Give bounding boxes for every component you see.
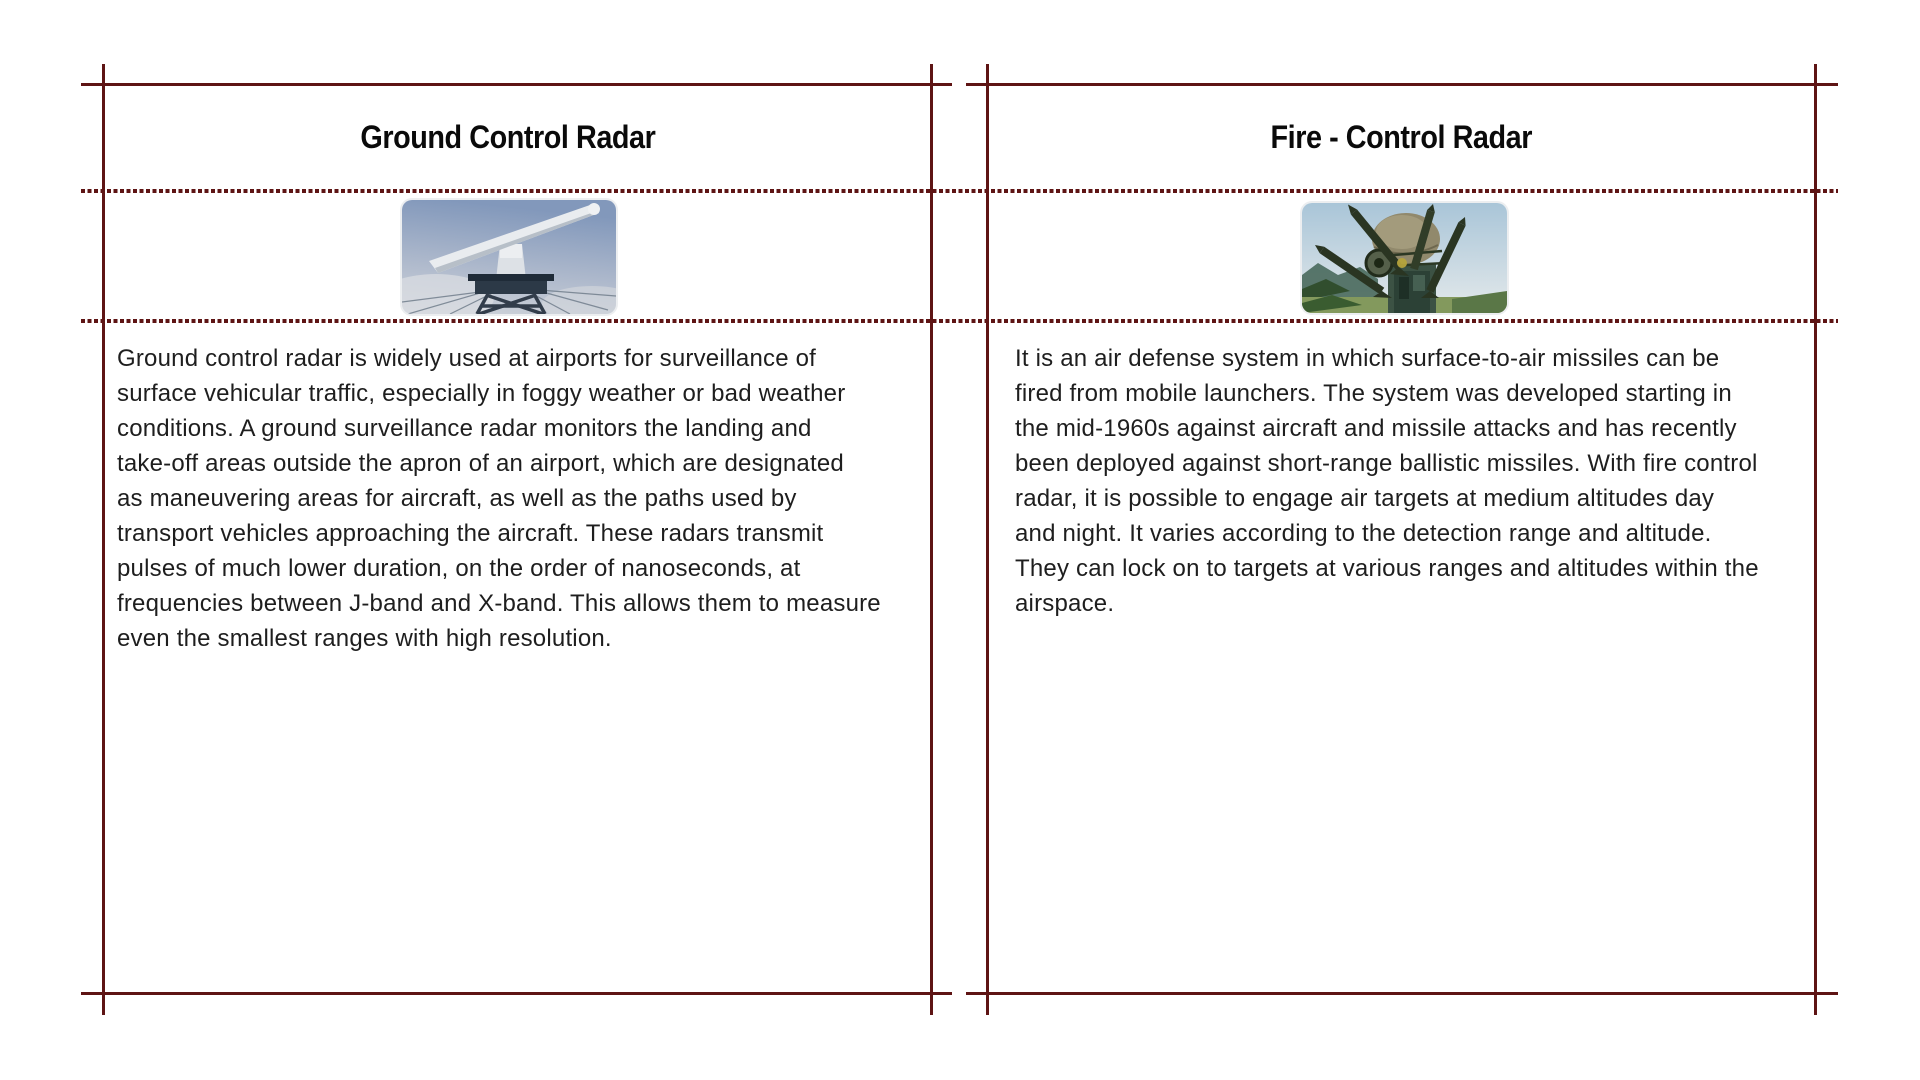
paragraph-line: take-off areas outside the apron of an airport, which are designated: [117, 450, 844, 477]
paragraph-line: frequencies between J-band and X-band. This allows them to measure: [117, 590, 881, 617]
panel-title-block: [102, 86, 914, 188]
right-panel-bottom-rule: [966, 992, 1838, 995]
panel-paragraph: [117, 341, 917, 656]
upper-dotted-separator: [81, 189, 1838, 193]
paragraph-line: pulses of much lower duration, on the order of nanoseconds, at: [117, 555, 801, 582]
paragraph-line: as maneuvering areas for aircraft, as well as the paths used by: [117, 485, 797, 512]
panel-paragraph: [1015, 341, 1815, 621]
missile-launcher-illustration: [1302, 203, 1507, 313]
paragraph-line: conditions. A ground surveillance radar monitors the landing and: [117, 415, 812, 442]
paragraph-line: transport vehicles approaching the aircraft. These radars transmit: [117, 520, 824, 547]
paragraph-line: even the smallest ranges with high resolution.: [117, 625, 612, 652]
paragraph-line: Ground control radar is widely used at airports for surveillance of: [117, 345, 817, 372]
missile-launcher-photo: [1302, 203, 1507, 313]
paragraph-line: They can lock on to targets at various ranges and altitudes within the: [1015, 555, 1759, 582]
left-panel-left-rule: [102, 64, 105, 1015]
paragraph-line: and night. It varies according to the detection range and altitude.: [1015, 520, 1712, 547]
paragraph-line: surface vehicular traffic, especially in foggy weather or bad weather: [117, 380, 846, 407]
radar-antenna-illustration: [402, 200, 616, 314]
paragraph-line: the mid-1960s against aircraft and missile attacks and has recently: [1015, 415, 1737, 442]
page-title: Ground Control Radar: [360, 118, 656, 155]
page-title: Fire - Control Radar: [1270, 118, 1533, 155]
panel-title-block: [986, 86, 1817, 188]
radar-antenna-photo: [402, 200, 616, 314]
paragraph-line: It is an air defense system in which surface-to-air missiles can be: [1015, 345, 1720, 372]
paragraph-line: been deployed against short-range ballistic missiles. With fire control: [1015, 450, 1758, 477]
right-panel-left-rule: [986, 64, 989, 1015]
left-panel-bottom-rule: [81, 992, 952, 995]
paragraph-line: radar, it is possible to engage air targets at medium altitudes day: [1015, 485, 1715, 512]
left-panel-right-rule: [930, 64, 933, 1015]
paragraph-line: fired from mobile launchers. The system was developed starting in: [1015, 380, 1732, 407]
lower-dotted-separator: [81, 319, 1838, 323]
paragraph-line: airspace.: [1015, 590, 1115, 617]
